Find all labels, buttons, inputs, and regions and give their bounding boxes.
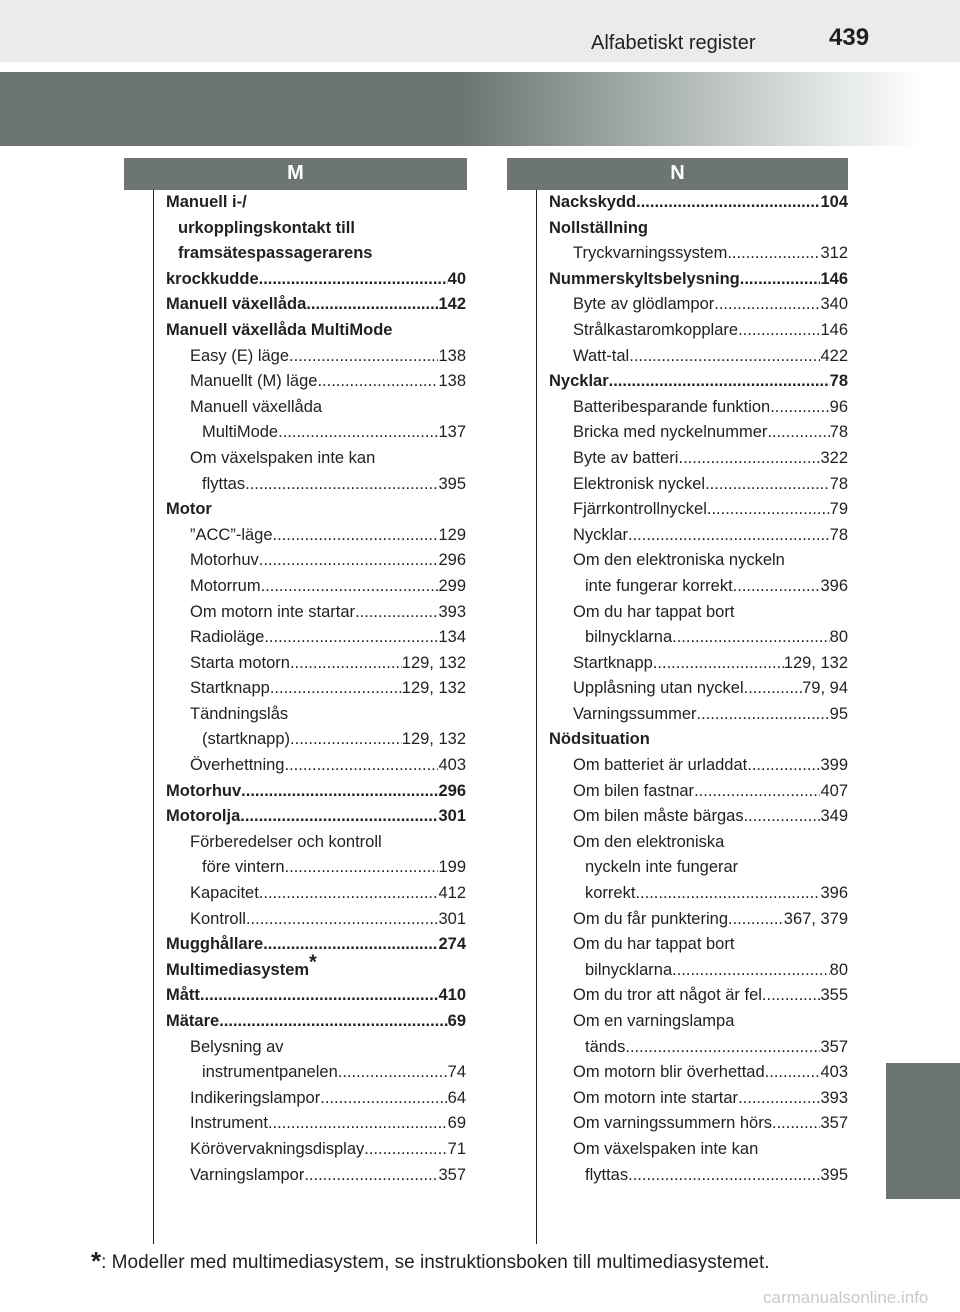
index-entry: Nycklar ..... 78 — [549, 369, 848, 395]
index-subentry: Instrument ..... 69 — [166, 1111, 466, 1137]
column-rule-right — [536, 190, 537, 1244]
index-subentry: Byte av batteri ..... 322 — [549, 446, 848, 472]
index-subentry: Om batteriet är urladdat ..... 399 — [549, 753, 848, 779]
index-side-tab — [886, 1063, 960, 1199]
index-subentry: Starta motorn ..... 129, 132 — [166, 651, 466, 677]
index-subentry: Indikeringslampor ..... 64 — [166, 1086, 466, 1112]
index-subentry: Motorrum ..... 299 — [166, 574, 466, 600]
index-entry-heading: Nollställning — [549, 218, 648, 237]
index-entry-line: urkopplingskontakt till — [178, 218, 355, 237]
footnote-text: : Modeller med multimediasystem, se instruktionsboken till multimediasystemet. — [101, 1252, 770, 1273]
index-subentry: Om bilen måste bärgas ..... 349 — [549, 804, 848, 830]
index-entry: Manuell växellåda ..... 142 — [166, 292, 466, 318]
index-subentry: Radioläge ..... 134 — [166, 625, 466, 651]
index-entry-heading: Nödsituation — [549, 730, 650, 749]
index-subentry: Om varningssummern hörs ..... 357 — [549, 1111, 848, 1137]
index-subentry: Byte av glödlampor ..... 340 — [549, 292, 848, 318]
index-subentry: (startknapp) ..... 129, 132 — [166, 727, 466, 753]
index-subentry: ”ACC”-läge ..... 129 — [166, 523, 466, 549]
index-subentry: Kontroll ..... 301 — [166, 907, 466, 933]
index-subentry-line: Om den elektroniska nyckeln — [573, 551, 785, 570]
index-subentry: Strålkastaromkopplare ..... 146 — [549, 318, 848, 344]
index-entry-heading: Motor — [166, 500, 212, 519]
decorative-banner — [0, 72, 960, 146]
index-subentry: Varningslampor ..... 357 — [166, 1163, 466, 1189]
index-subentry-line: Förberedelser och kontroll — [190, 832, 382, 851]
index-subentry: Körövervakningsdisplay ..... 71 — [166, 1137, 466, 1163]
index-entry: Mått ..... 410 — [166, 983, 466, 1009]
index-subentry: Watt-tal ..... 422 — [549, 344, 848, 370]
index-entry: Motorhuv ..... 296 — [166, 779, 466, 805]
index-subentry: Om du tror att något är fel ..... 355 — [549, 983, 848, 1009]
index-subentry-line: Belysning av — [190, 1037, 284, 1056]
index-subentry: flyttas ..... 395 — [166, 472, 466, 498]
index-subentry: Fjärrkontrollnyckel ..... 79 — [549, 497, 848, 523]
index-subentry: Om bilen fastnar ..... 407 — [549, 779, 848, 805]
index-subentry: Om motorn inte startar ..... 393 — [549, 1086, 848, 1112]
page-number: 439 — [829, 24, 870, 51]
index-subentry-line: Om en varningslampa — [573, 1012, 735, 1030]
index-subentry: Tryckvarningssystem ..... 312 — [549, 241, 848, 267]
index-subentry-line: Tändningslås — [190, 704, 289, 723]
column-rule-left — [153, 190, 154, 1244]
index-subentry: Easy (E) läge ..... 138 — [166, 344, 466, 370]
index-subentry: MultiMode ..... 137 — [166, 420, 466, 446]
index-subentry: bilnycklarna ..... 80 — [549, 625, 848, 651]
index-subentry: tänds ..... 357 — [549, 1035, 848, 1061]
index-subentry-line: Om växelspaken inte kan — [573, 1139, 759, 1158]
index-entry: Nummerskyltsbelysning ..... 146 — [549, 267, 848, 293]
index-subentry: bilnycklarna ..... 80 — [549, 958, 848, 984]
index-subentry-line: Om växelspaken inte kan — [190, 448, 376, 467]
index-subentry: korrekt ..... 396 — [549, 881, 848, 907]
index-subentry-line: Om du har tappat bort — [573, 935, 735, 954]
watermark: carmanualsonline.info — [763, 1288, 929, 1307]
page-title: Alfabetiskt register — [591, 32, 756, 54]
index-subentry: före vintern ..... 199 — [166, 855, 466, 881]
index-subentry-line: nyckeln inte fungerar — [585, 858, 739, 877]
index-subentry: Om motorn blir överhettad ..... 403 — [549, 1060, 848, 1086]
index-subentry: instrumentpanelen ..... 74 — [166, 1060, 466, 1086]
index-column-m — [166, 190, 466, 1188]
index-subentry: Nycklar ..... 78 — [549, 523, 848, 549]
footnote-marker: * — [91, 1246, 102, 1276]
index-subentry: Överhettning ..... 403 — [166, 753, 466, 779]
index-entry-line: Manuell i-/ — [166, 193, 247, 211]
index-subentry: Elektronisk nyckel ..... 78 — [549, 472, 848, 498]
index-entry: Nackskydd ..... 104 — [549, 190, 848, 216]
index-subentry: flyttas ..... 395 — [549, 1163, 848, 1189]
index-column-n — [549, 190, 848, 1188]
index-entry: Mugghållare ..... 274 — [166, 932, 466, 958]
index-subentry-line: Om du har tappat bort — [573, 602, 735, 621]
index-subentry: Varningssummer ..... 95 — [549, 702, 848, 728]
index-subentry: Om motorn inte startar ..... 393 — [166, 600, 466, 626]
index-subentry: Om du får punktering ..... 367, 379 — [549, 907, 848, 933]
index-subentry: inte fungerar korrekt ..... 396 — [549, 574, 848, 600]
index-subentry: Manuellt (M) läge ..... 138 — [166, 369, 466, 395]
index-subentry: Kapacitet ..... 412 — [166, 881, 466, 907]
index-subentry-line: Om den elektroniska — [573, 832, 725, 851]
index-subentry-line: Manuell växellåda — [190, 397, 323, 416]
header-band — [0, 0, 960, 62]
index-entry-line: framsätespassagerarens — [178, 244, 373, 263]
index-subentry: Bricka med nyckelnummer ..... 78 — [549, 420, 848, 446]
section-header-n: N — [507, 158, 848, 190]
index-entry: Mätare ..... 69 — [166, 1009, 466, 1035]
index-subentry: Startknapp ..... 129, 132 — [549, 651, 848, 677]
index-entry-heading: Manuell växellåda MultiMode — [166, 320, 393, 339]
footnote-marker: * — [309, 951, 317, 974]
index-subentry: Batteribesparande funktion ..... 96 — [549, 395, 848, 421]
index-subentry: Upplåsning utan nyckel ..... 79, 94 — [549, 676, 848, 702]
section-header-m: M — [124, 158, 467, 190]
index-entry-multimedia: Multimediasystem* — [166, 951, 317, 979]
index-entry: Motorolja ..... 301 — [166, 804, 466, 830]
index-entry: krockkudde ..... 40 — [166, 267, 466, 293]
footnote — [91, 1246, 770, 1277]
index-subentry: Motorhuv ..... 296 — [166, 548, 466, 574]
index-subentry: Startknapp ..... 129, 132 — [166, 676, 466, 702]
